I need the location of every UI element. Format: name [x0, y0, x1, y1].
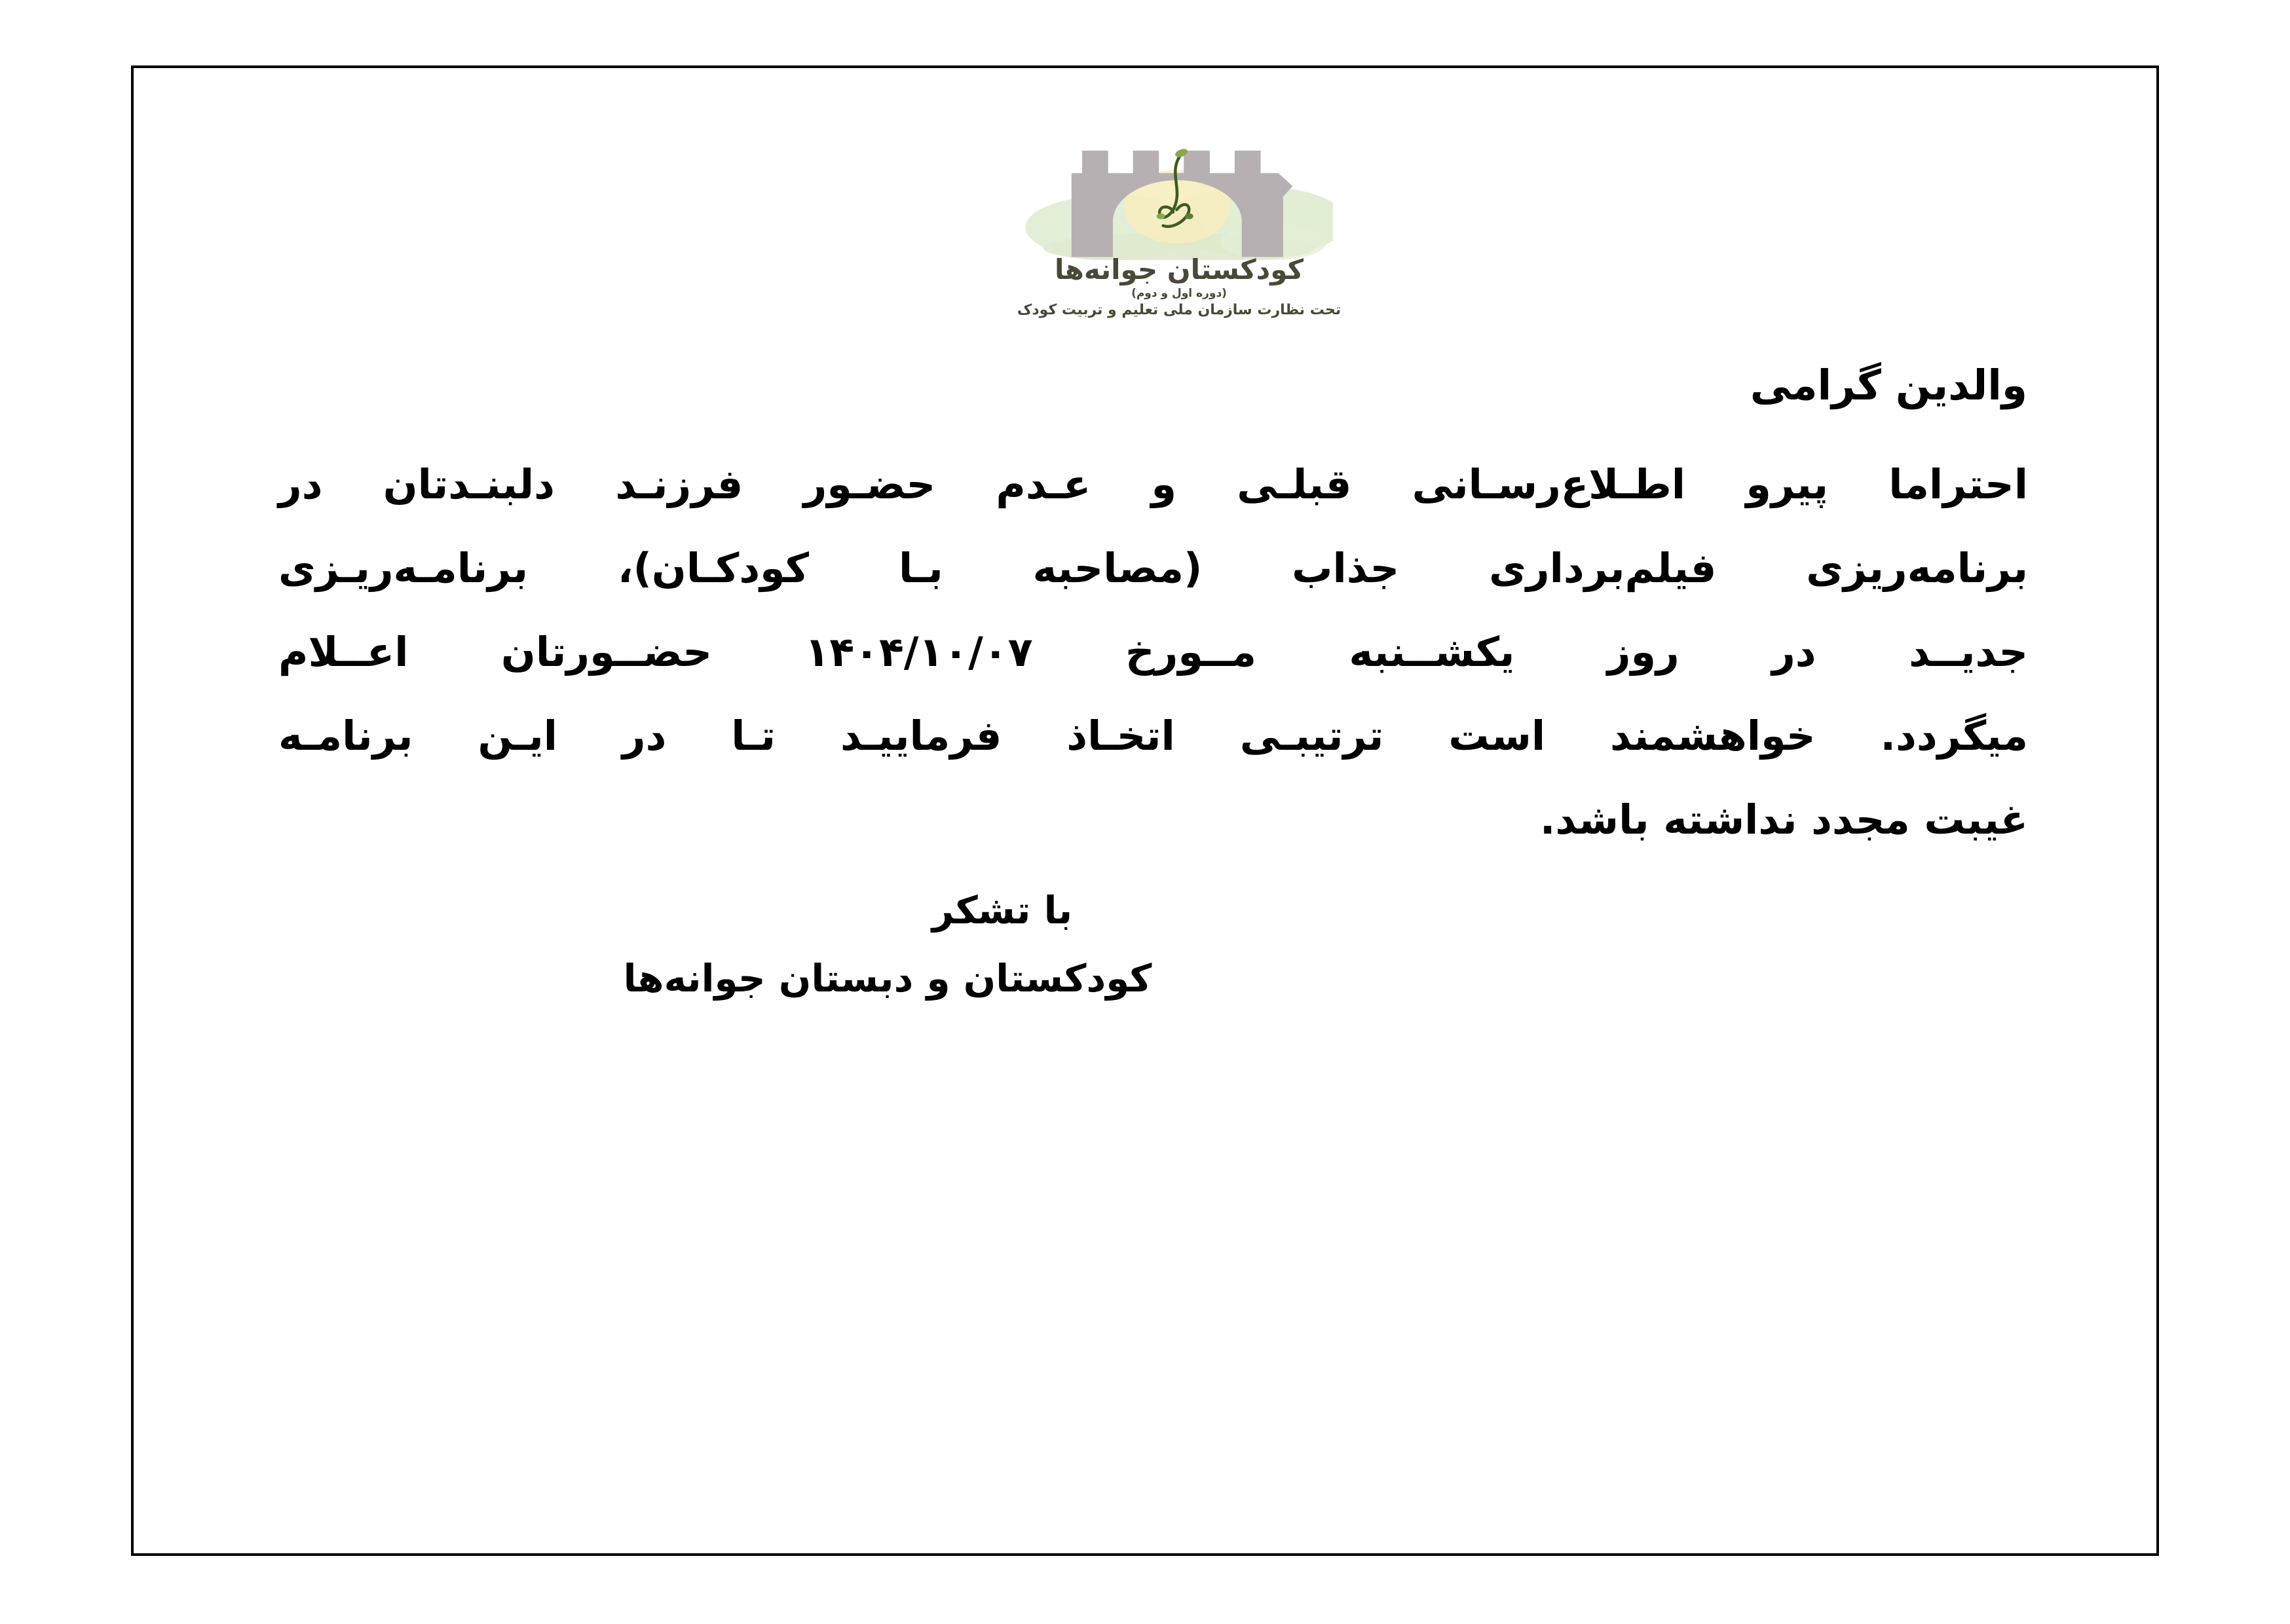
greeting-title: والدین گرامی [1750, 361, 2027, 409]
signature-text: کودکستان و دبستان جوانه‌ها [623, 956, 1152, 1001]
body-line: جدیــد در روز یکشــنبه مــورخ ۱۴۰۴/۱۰/۰۷ حضــورتان اعــلام [278, 628, 2029, 676]
logo-supervision: تحت نظارت سازمان ملی تعلیم و تربیت کودک [1017, 302, 1342, 318]
logo-title: کودکستان جوانه‌ها [1055, 253, 1304, 286]
body-line: غیبت مجدد نداشته باشد. [1539, 796, 2028, 843]
logo-subtitle: (دوره اول و دوم) [1131, 287, 1227, 300]
body-line: برنامه‌ریزی فیلم‌برداری جذاب (مصاحبه بـا کودکـان)، برنامـه‌ریـزی [278, 544, 2028, 592]
body-line: میگردد. خواهشمند است ترتیبـی اتخـاذ فرماییـد تـا در ایـن برنامـه [278, 712, 2028, 760]
closing-text: با تشکر [931, 888, 1073, 932]
school-logo [953, 139, 1405, 318]
letter-body [278, 443, 2028, 862]
castle-logo-icon [1025, 139, 1333, 260]
body-line: احتراما پیرو اطـلاع‌رسـانی قبلـی و عـدم حضـور فرزنـد دلبنـدتان در [278, 460, 2028, 508]
